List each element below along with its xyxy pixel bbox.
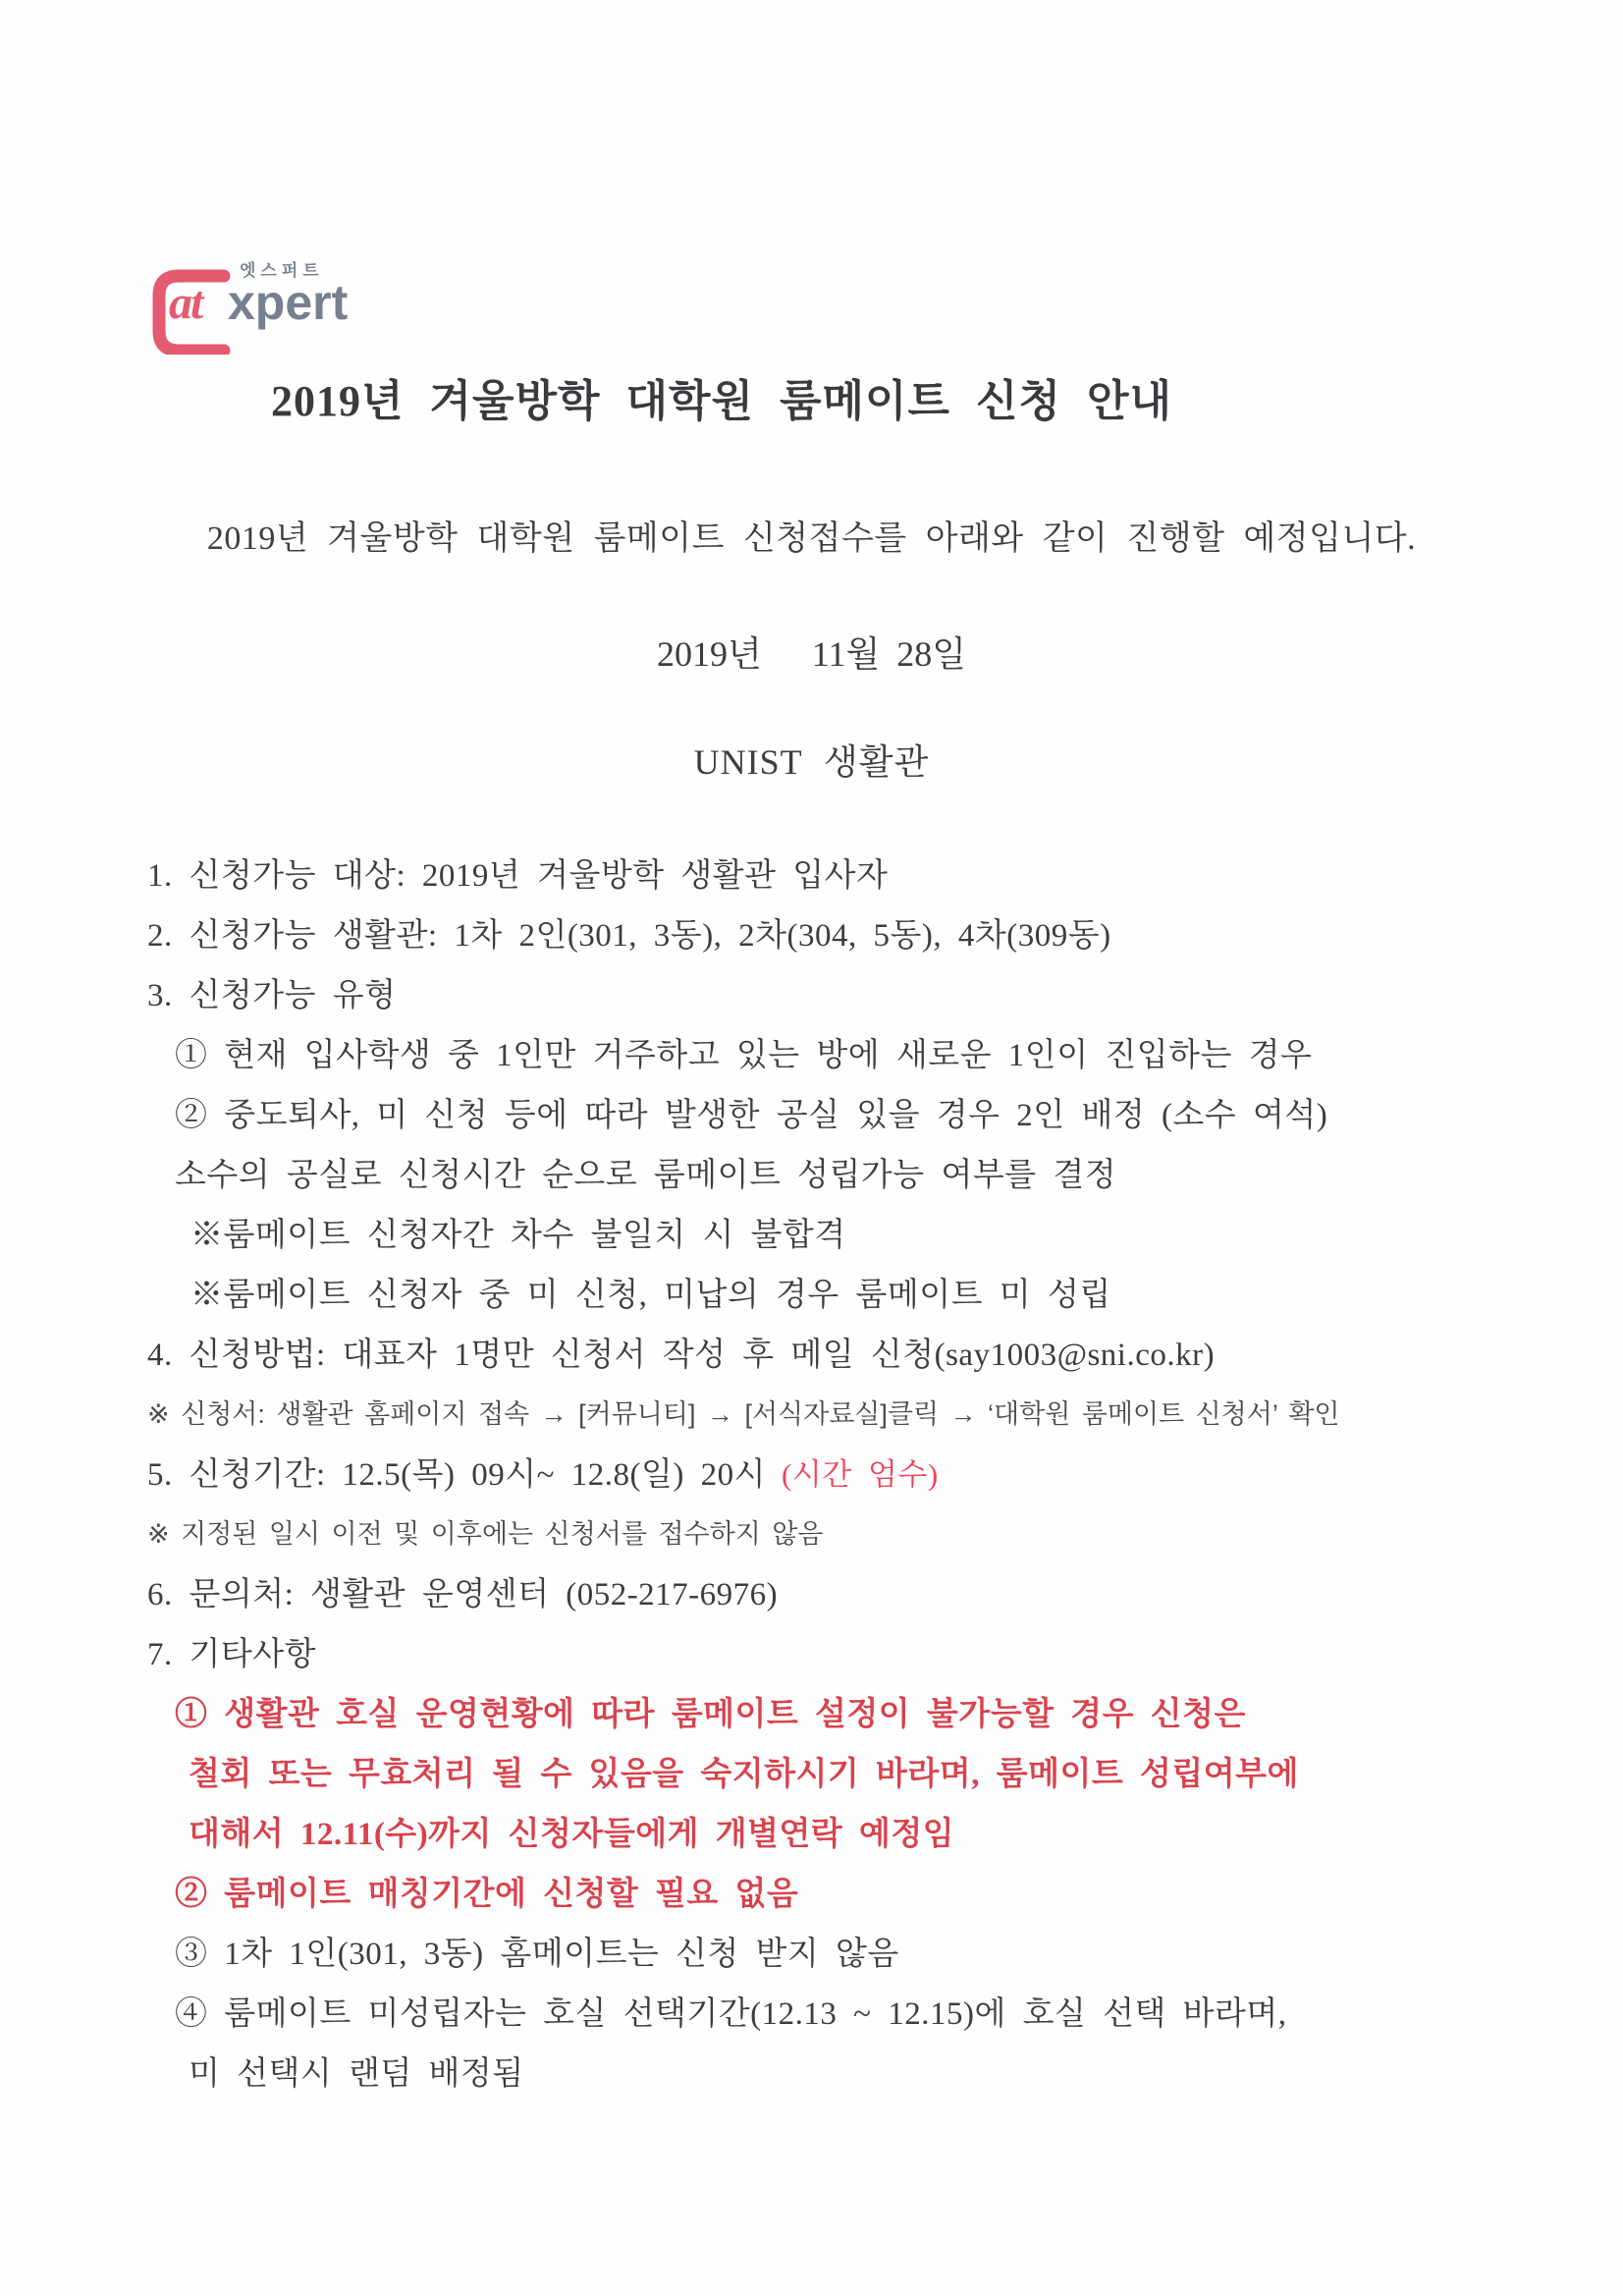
- list-item: 4. 신청방법: 대표자 1명만 신청서 작성 후 메일 신청(say1003@sni.co.kr): [147, 1338, 1216, 1373]
- list-item-red: 대해서 12.11(수)까지 신청자들에게 개별연락 예정임: [189, 1817, 955, 1852]
- list-item-note: ※ 지정된 일시 이전 및 이후에는 신청서를 접수하지 않음: [147, 1519, 824, 1549]
- list-item-red: ① 생활관 호실 운영현황에 따라 룸메이트 설정이 불가능할 경우 신청은: [175, 1697, 1246, 1732]
- date-line: 2019년 11월 28일: [657, 634, 966, 674]
- list-item: ① 현재 입사학생 중 1인만 거주하고 있는 방에 새로운 1인이 진입하는 경우: [175, 1038, 1313, 1073]
- logo-at-text: at: [169, 277, 202, 329]
- list-item: ※룸메이트 신청자간 차수 불일치 시 불합격: [190, 1218, 846, 1253]
- list-item: ④ 룸메이트 미성립자는 호실 선택기간(12.13 ~ 12.15)에 호실 선택 바라며,: [175, 1996, 1287, 2032]
- page-title: 2019년 겨울방학 대학원 룸메이트 신청 안내: [270, 377, 1173, 425]
- logo-korean-label: 엣스퍼트: [240, 261, 324, 280]
- list-item-red: 철회 또는 무효처리 될 수 있음을 숙지하시기 바라며, 룸메이트 성립여부에: [189, 1757, 1299, 1792]
- list-item: 6. 문의처: 생활관 운영센터 (052-217-6976): [147, 1577, 779, 1613]
- list-item: ③ 1차 1인(301, 3동) 홈메이트는 신청 받지 않음: [175, 1937, 899, 1972]
- time-strict-highlight: (시간 엄수): [782, 1457, 939, 1492]
- list-item: ※룸메이트 신청자 중 미 신청, 미납의 경우 룸메이트 미 성립: [190, 1278, 1111, 1313]
- list-item: ② 중도퇴사, 미 신청 등에 따라 발생한 공실 있을 경우 2인 배정 (소수 여석): [175, 1098, 1328, 1133]
- list-item: 7. 기타사항: [147, 1637, 317, 1672]
- application-period-text: 5. 신청기간: 12.5(목) 09시~ 12.8(일) 20시: [147, 1457, 767, 1493]
- list-item: 1. 신청가능 대상: 2019년 겨울방학 생활관 입사자: [147, 858, 889, 894]
- list-item-red: ② 룸메이트 매칭기간에 신청할 필요 없음: [175, 1877, 799, 1912]
- issuer-line: UNIST 생활관: [693, 742, 930, 782]
- list-item: 미 선택시 랜덤 배정됨: [189, 2056, 524, 2092]
- logo-xpert-text: xpert: [228, 275, 349, 330]
- list-item: 3. 신청가능 유형: [147, 978, 397, 1013]
- list-item: [147, 1442, 1554, 1502]
- notice-list: [147, 843, 1554, 2101]
- list-item: 2. 신청가능 생활관: 1차 2인(301, 3동), 2차(304, 5동), 4차(309동): [147, 918, 1111, 954]
- list-item-note: ※ 신청서: 생활관 홈페이지 접속 → [커뮤니티] → [서식자료실]클릭 → ‘대학원 룸메이트 신청서’ 확인: [147, 1399, 1340, 1429]
- list-item: 소수의 공실로 신청시간 순으로 룸메이트 성립가능 여부를 결정: [175, 1158, 1117, 1193]
- intro-text: 2019년 겨울방학 대학원 룸메이트 신청접수를 아래와 같이 진행할 예정입니다.: [206, 520, 1417, 557]
- atxpert-logo: [145, 250, 381, 358]
